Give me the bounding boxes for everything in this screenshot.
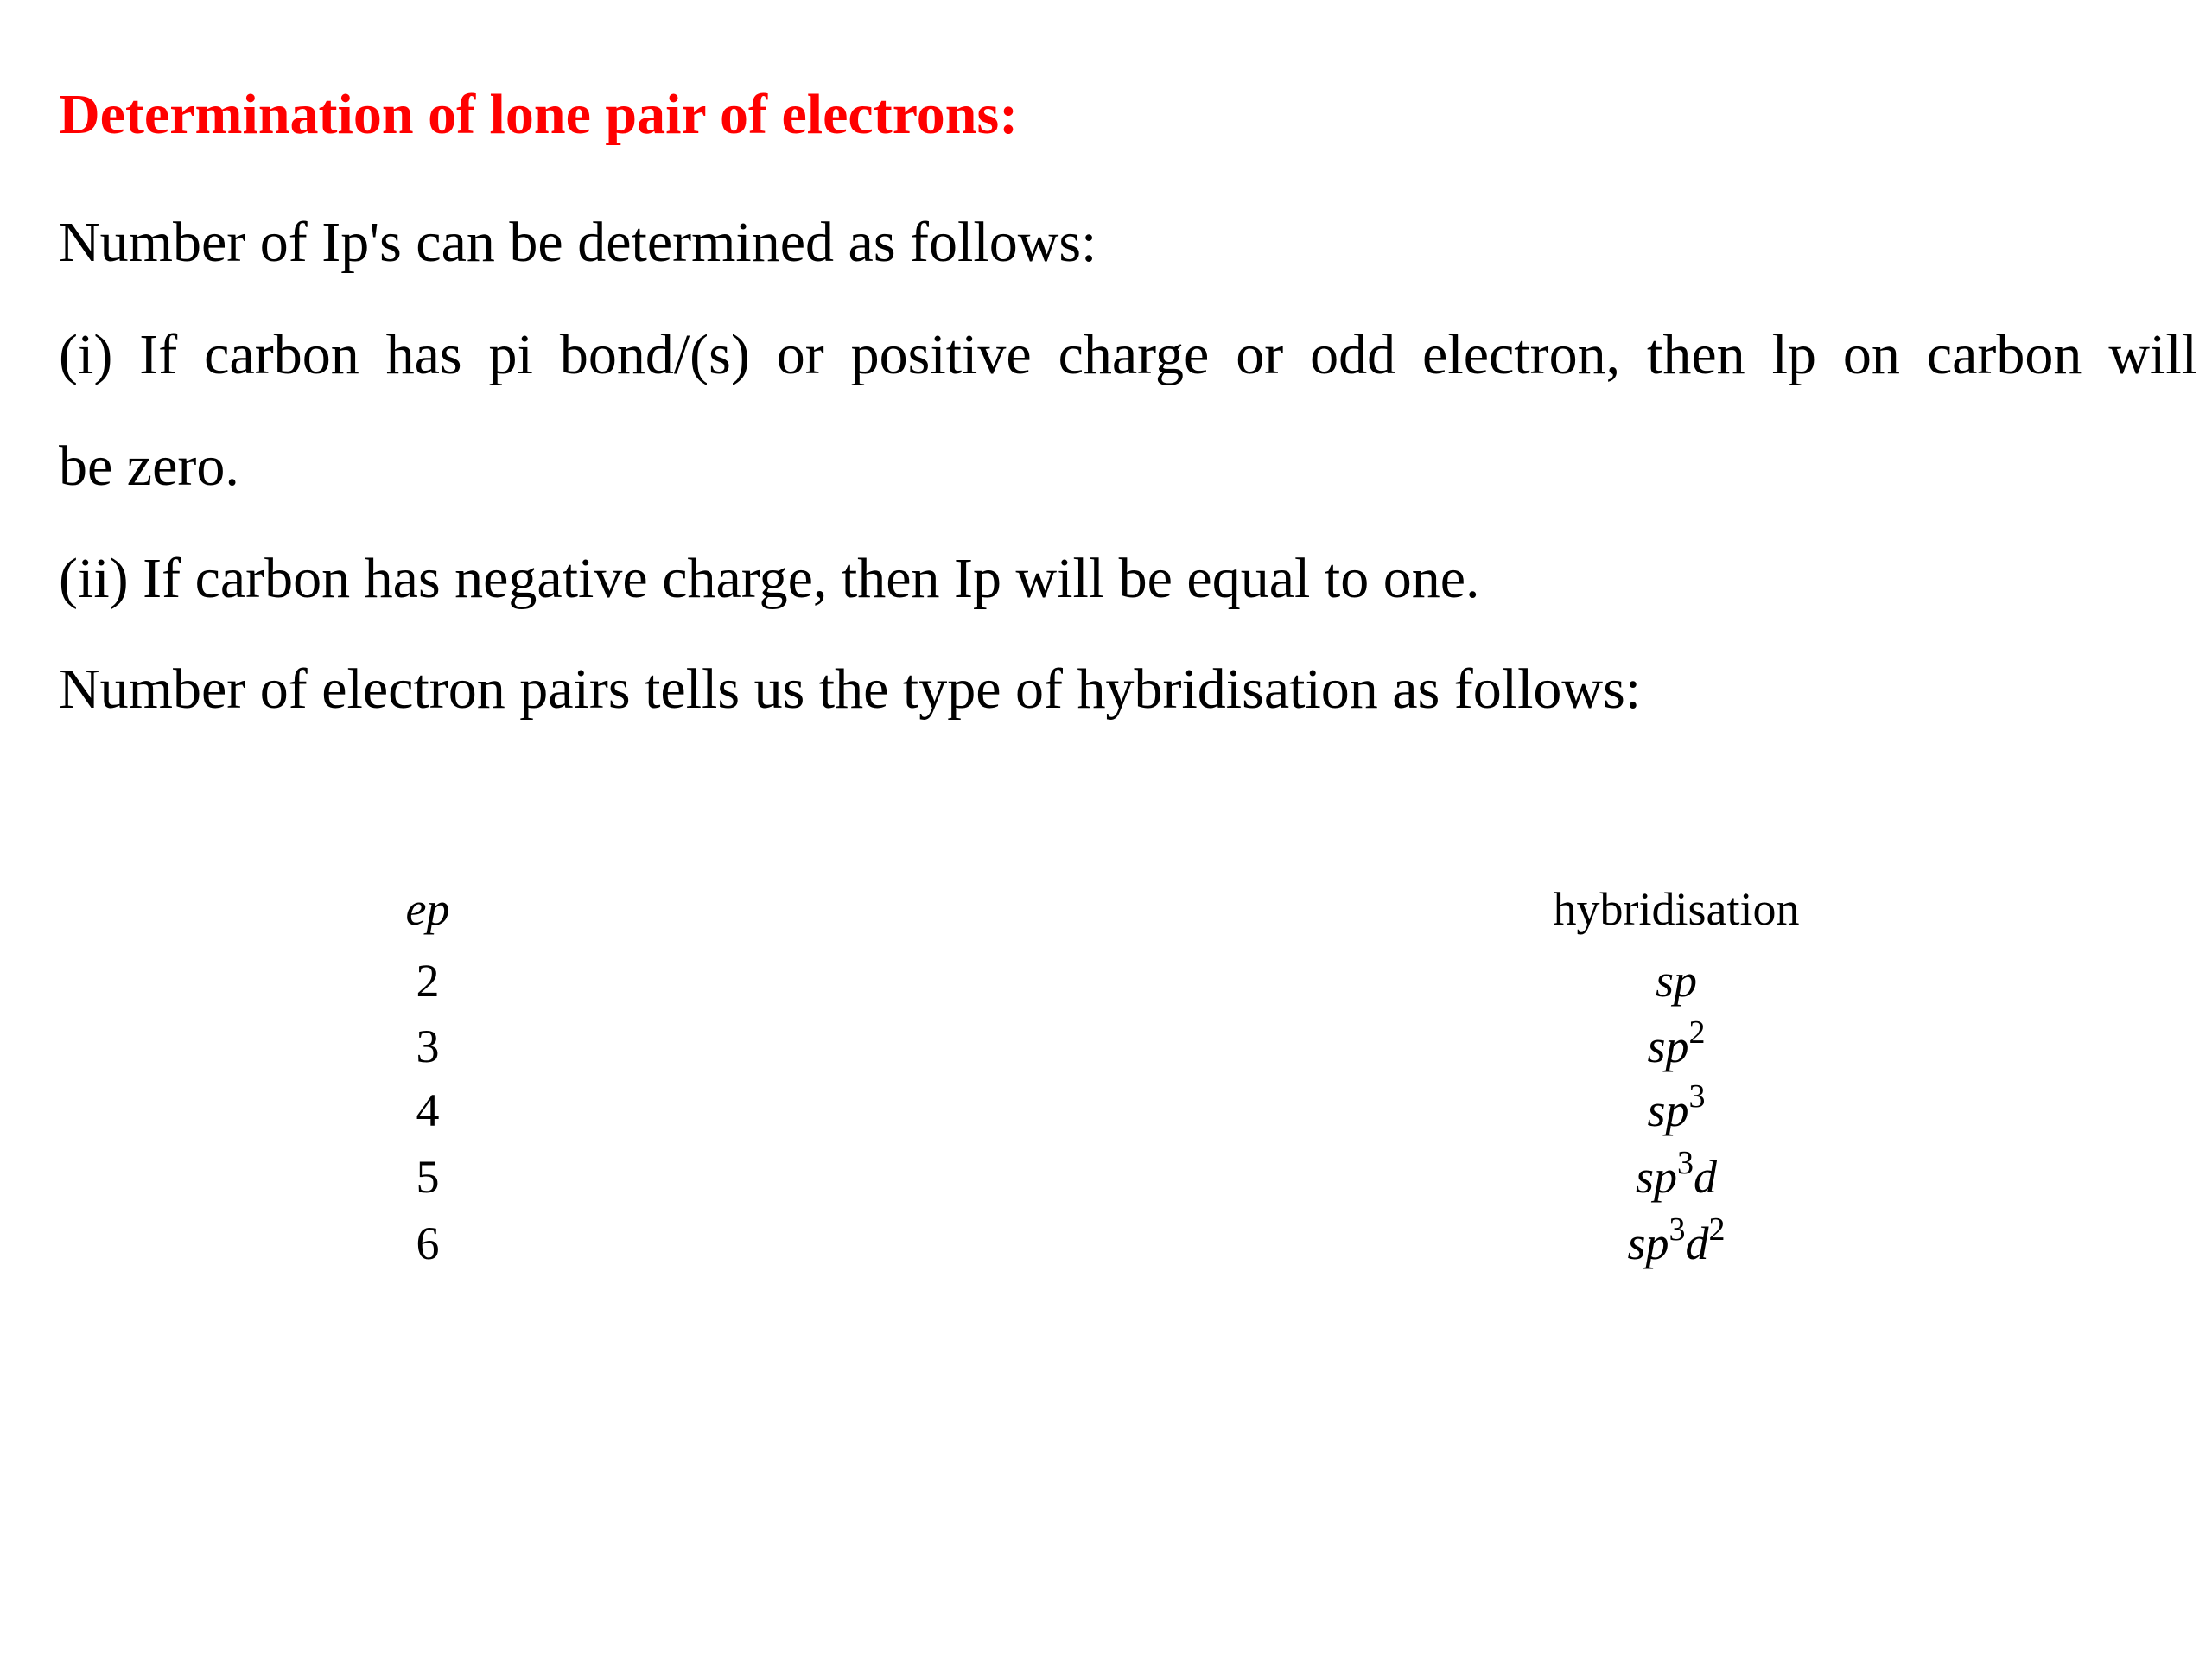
table-row-ep: 3 xyxy=(416,1020,440,1072)
table-row-ep: 4 xyxy=(416,1084,440,1136)
hybridisation-d: d xyxy=(1685,1217,1709,1269)
table-row-hybridisation xyxy=(1469,1014,1884,1072)
table-header-hybridisation: hybridisation xyxy=(1553,883,1800,935)
hybridisation-intro-paragraph: Number of electron pairs tells us the type of hybridisation as follows: xyxy=(59,658,1642,721)
hybridisation-base: sp xyxy=(1627,1217,1669,1269)
hybridisation-superscript: 3 xyxy=(1669,1211,1686,1248)
table-row-ep: 2 xyxy=(416,955,440,1007)
rule-one-line-two: be zero. xyxy=(59,435,239,498)
hybridisation-base: sp xyxy=(1655,955,1697,1007)
hybridisation-base: sp xyxy=(1635,1151,1677,1203)
hybridisation-superscript: 3 xyxy=(1677,1145,1694,1181)
hybridisation-base: sp xyxy=(1647,1084,1689,1136)
table-row-hybridisation xyxy=(1469,1211,1884,1269)
table-header-ep: ep xyxy=(405,883,450,935)
table-row-hybridisation xyxy=(1469,1078,1884,1136)
intro-paragraph: Number of Ip's can be determined as follows: xyxy=(59,211,1097,274)
rule-one-line-one: (i) If carbon has pi bond/(s) or positive charge or odd electron, then lp on carbon will xyxy=(59,323,2197,386)
table-row-hybridisation xyxy=(1469,1145,1884,1203)
hybridisation-d-superscript: 2 xyxy=(1708,1211,1726,1248)
table-row-ep: 6 xyxy=(416,1217,440,1269)
table-row-hybridisation xyxy=(1469,955,1884,1007)
table-row-ep: 5 xyxy=(416,1151,440,1203)
hybridisation-d: d xyxy=(1694,1151,1717,1203)
hybridisation-superscript: 2 xyxy=(1688,1014,1706,1051)
hybridisation-base: sp xyxy=(1647,1020,1689,1072)
hybridisation-superscript: 3 xyxy=(1688,1078,1706,1115)
rule-two-paragraph: (ii) If carbon has negative charge, then Ip will be equal to one. xyxy=(59,547,1480,610)
section-heading: Determination of lone pair of electrons: xyxy=(59,83,1019,146)
